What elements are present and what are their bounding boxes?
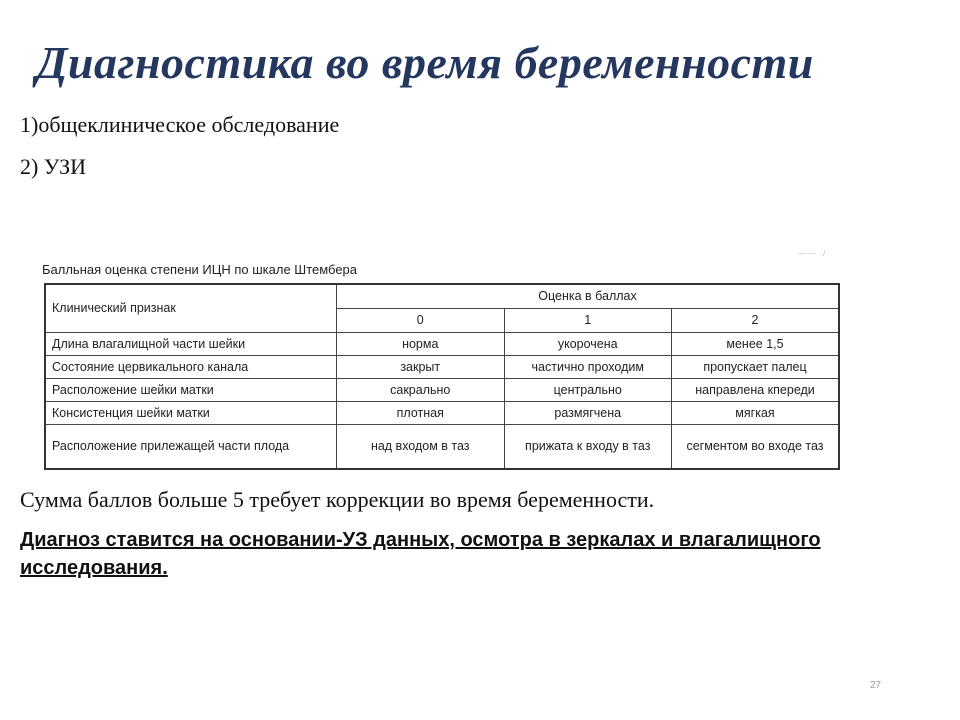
table-row (45, 424, 839, 469)
header-score-0: 0 (337, 308, 505, 332)
row-score-2: пропускает палец (672, 355, 840, 378)
table-row (45, 332, 839, 355)
row-score-2: сегментом во входе таз (672, 424, 840, 469)
row-sign: Консистенция шейки матки (45, 401, 337, 424)
row-sign: Длина влагалищной части шейки (45, 332, 337, 355)
row-score-2: менее 1,5 (672, 332, 840, 355)
diagnosis-note: Диагноз ставится на основании-УЗ данных, осмотра в зеркалах и влагалищного исследования. (20, 529, 821, 579)
row-score-1: укорочена (504, 332, 672, 355)
header-score-1: 1 (504, 308, 672, 332)
table-caption: Балльная оценка степени ИЦН по шкале Штембера (42, 262, 358, 277)
row-score-1: центрально (504, 378, 672, 401)
row-score-0: плотная (337, 401, 505, 424)
list-item: 1)общеклиническое обследование (20, 112, 340, 137)
row-score-2: направлена кпереди (672, 378, 840, 401)
table-row (45, 401, 839, 424)
row-score-0: сакрально (337, 378, 505, 401)
table-row (45, 355, 839, 378)
page-number: 27 (870, 680, 882, 691)
row-score-0: закрыт (337, 355, 505, 378)
row-sign: Состояние цервикального канала (45, 355, 337, 378)
header-score-2: 2 (672, 308, 840, 332)
header-score-group: Оценка в баллах (337, 284, 840, 308)
row-score-1: размягчена (504, 401, 672, 424)
slide-title: Диагностика во время беременности (36, 37, 814, 88)
row-score-1: частично проходим (504, 355, 672, 378)
row-sign: Расположение шейки матки (45, 378, 337, 401)
scanned-table-image (40, 245, 840, 490)
stember-score-table (44, 283, 840, 470)
header-clinical-sign: Клинический признак (45, 284, 337, 332)
summary-text: Сумма баллов больше 5 требует коррекции во время беременности. (20, 487, 655, 512)
row-sign: Расположение прилежащей части плода (45, 424, 337, 469)
row-score-2: мягкая (672, 401, 840, 424)
row-score-0: норма (337, 332, 505, 355)
scan-artifact-mark: —— ·/· (798, 249, 830, 258)
row-score-0: над входом в таз (337, 424, 505, 469)
row-score-1: прижата к входу в таз (504, 424, 672, 469)
list-item: 2) УЗИ (20, 154, 87, 179)
table-row (45, 378, 839, 401)
